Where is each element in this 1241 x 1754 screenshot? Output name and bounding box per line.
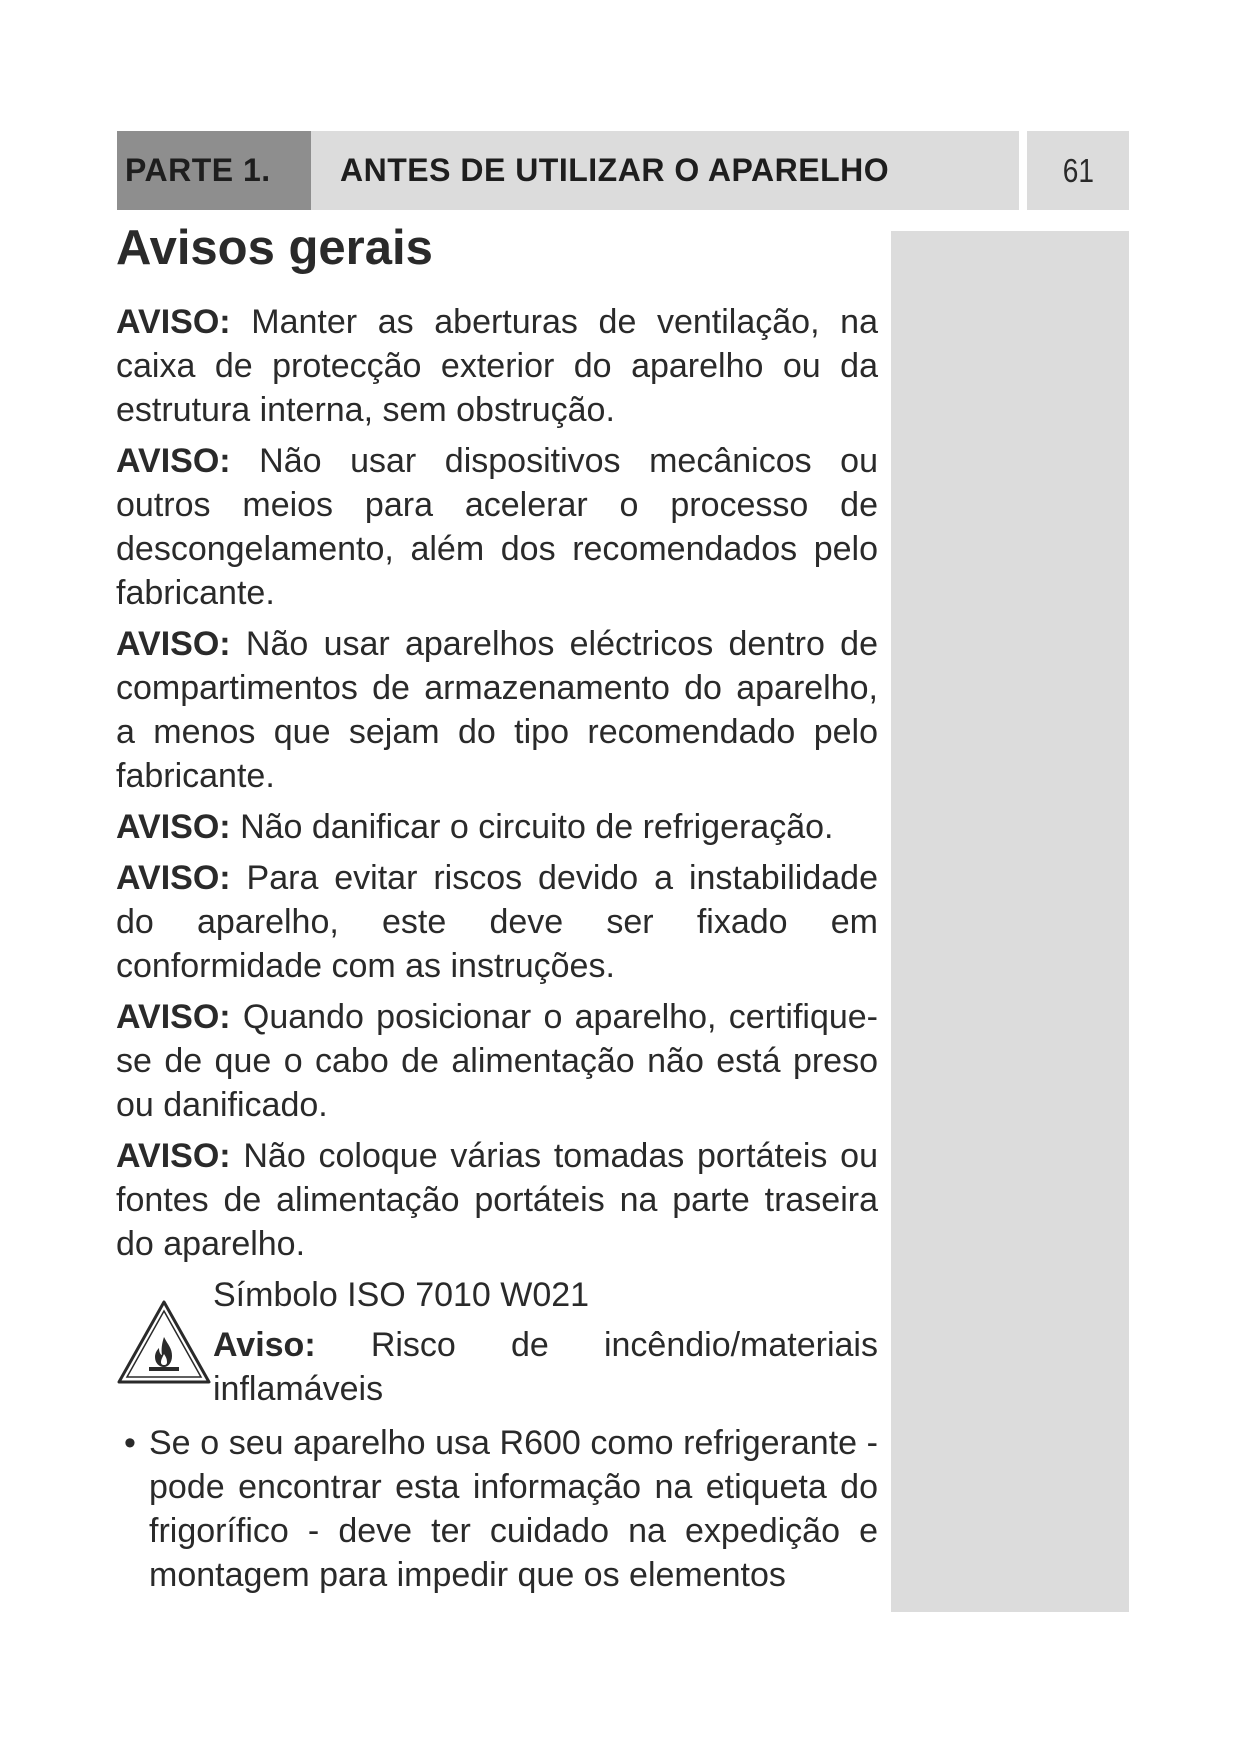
warning-text: Não usar aparelhos eléctricos dentro de compartimentos de armazenamento do aparelho, a menos que sejam do tipo recomendado pelo fabricante. <box>116 625 879 795</box>
content <box>116 216 878 1597</box>
iso-symbol-description <box>213 1323 878 1411</box>
warning-paragraph <box>116 439 878 615</box>
warning-paragraph <box>116 1134 878 1266</box>
bullet-marker: • <box>124 1424 136 1462</box>
warning-text: Não danificar o circuito de refrigeração. <box>240 808 834 846</box>
warning-paragraph <box>116 622 878 798</box>
part-label: PARTE 1. <box>125 152 271 188</box>
bullet-text: Se o seu aparelho usa R600 como refrigerante - pode encontrar esta informação na etiqueta do frigorífico - deve ter cuidado na expedição e montagem para impedir que os elementos <box>149 1424 878 1594</box>
part-label-box <box>117 131 311 210</box>
warning-text: Quando posicionar o aparelho, certifique-se de que o cabo de alimentação não está preso ou danificado. <box>116 998 878 1124</box>
warning-label: AVISO: <box>116 808 231 846</box>
section-title-box <box>311 131 1019 210</box>
page-heading: Avisos gerais <box>116 221 433 275</box>
warning-label: AVISO: <box>116 442 231 480</box>
warning-label: AVISO: <box>116 625 231 663</box>
warning-label: AVISO: <box>116 303 231 341</box>
warning-text: Manter as aberturas de ventilação, na caixa de protecção exterior do aparelho ou da estrutura interna, sem obstrução. <box>116 303 878 429</box>
warning-paragraph <box>116 300 878 432</box>
section-title: ANTES DE UTILIZAR O APARELHO <box>340 152 890 188</box>
warning-paragraph <box>116 856 878 988</box>
page-number: 61 <box>1062 151 1094 189</box>
warning-text: Não coloque várias tomadas portáteis ou fontes de alimentação portáteis na parte traseira do aparelho. <box>116 1137 878 1263</box>
warning-label: AVISO: <box>116 998 231 1036</box>
warning-label: AVISO: <box>116 859 231 897</box>
side-panel <box>891 231 1129 1612</box>
list-item <box>116 1421 878 1597</box>
page-number-box <box>1027 131 1129 210</box>
warning-text: Não usar dispositivos mecânicos ou outros meios para acelerar o processo de descongelamento, além dos recomendados pelo fabricante. <box>116 442 878 612</box>
iso-symbol-text <box>213 1273 878 1411</box>
iso-warning-label: Aviso: <box>213 1326 316 1364</box>
iso-symbol-title: Símbolo ISO 7010 W021 <box>213 1276 590 1314</box>
warning-paragraph <box>116 805 878 849</box>
iso-warning-text: Risco de incêndio/materiais inflamáveis <box>213 1326 878 1408</box>
warning-label: AVISO: <box>116 1137 231 1175</box>
warning-paragraph <box>116 995 878 1127</box>
warning-text: Para evitar riscos devido a instabilidade do aparelho, este deve ser fixado em conformidade com as instruções. <box>116 859 878 985</box>
flammable-warning-icon <box>116 1273 213 1390</box>
iso-symbol-block <box>116 1273 878 1411</box>
